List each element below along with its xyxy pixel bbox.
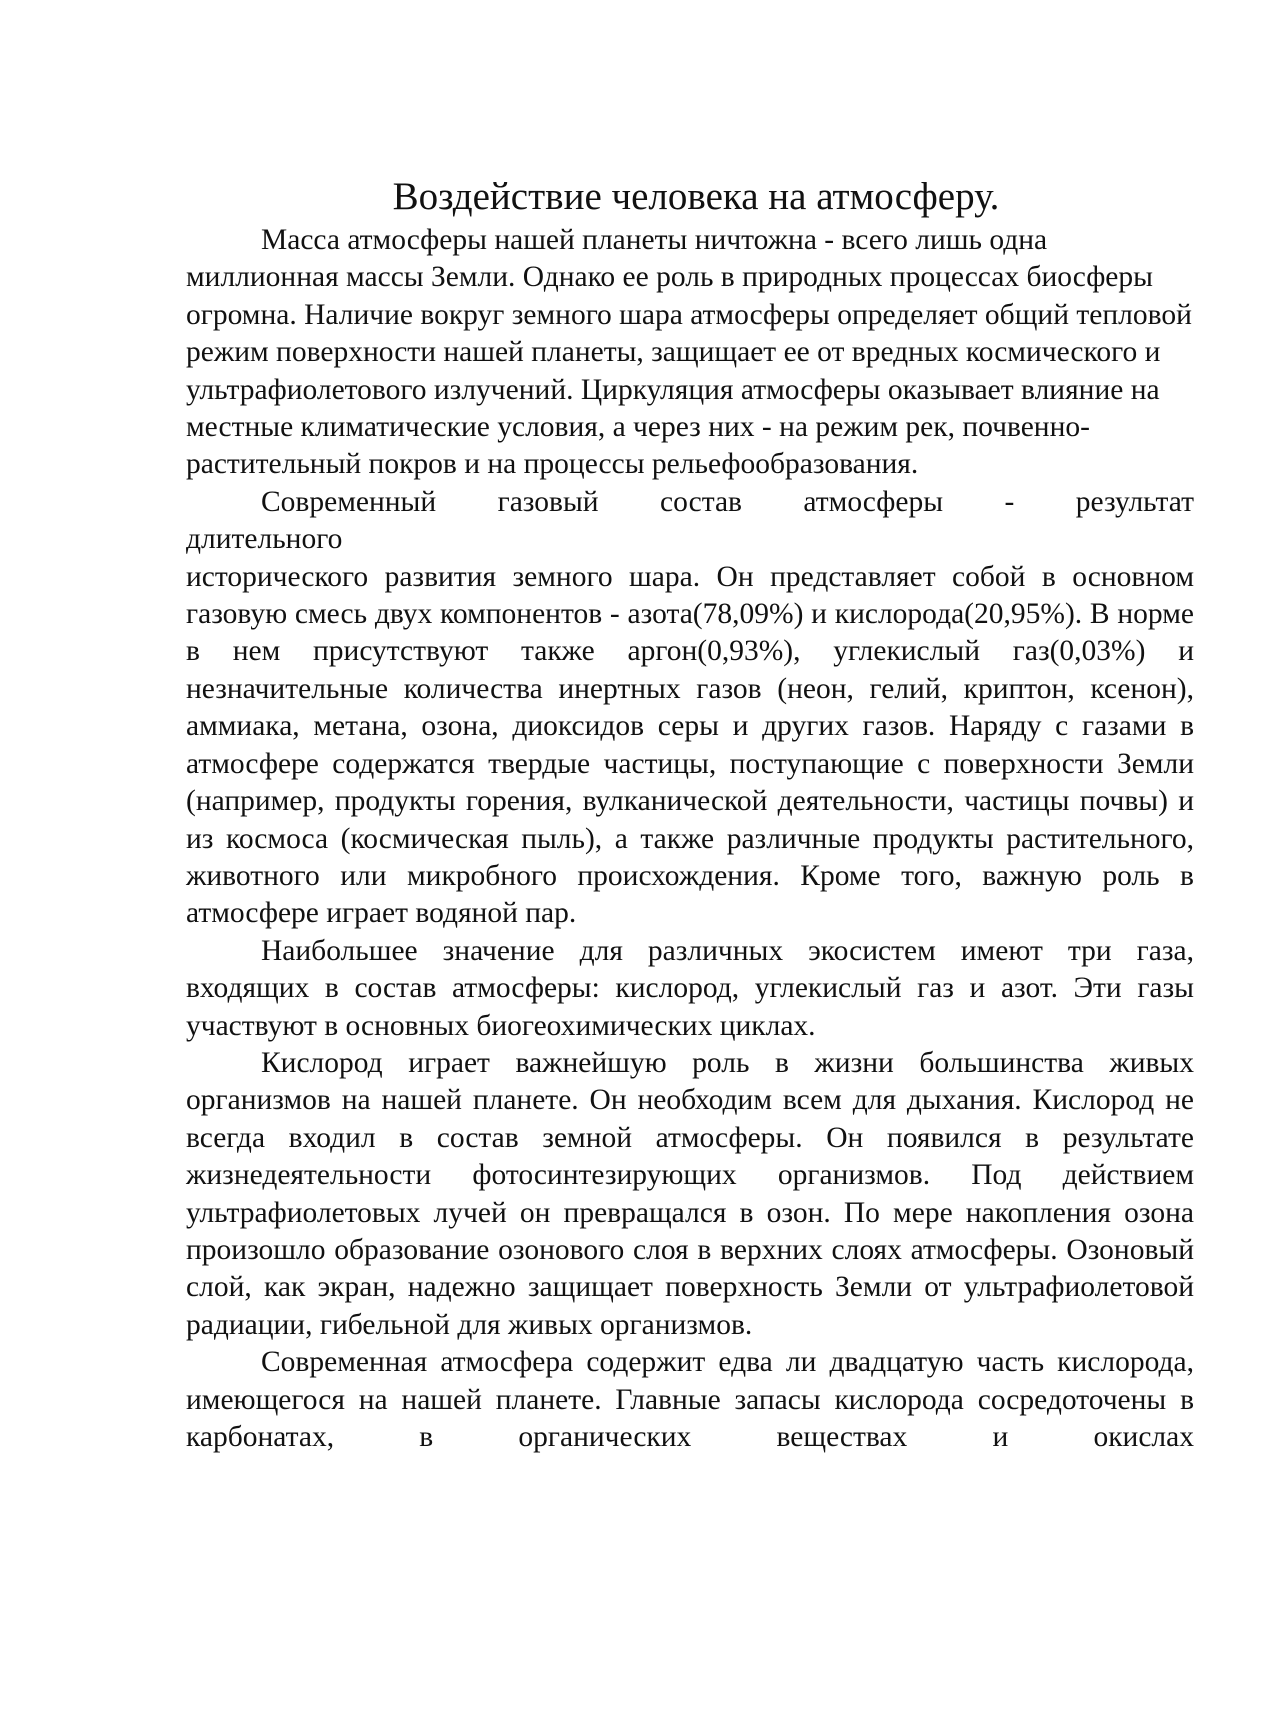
paragraph-oxygen-role: Кислород играет важнейшую роль в жизни большинства живых организмов на нашей планете. Он необходим всем для дыхания. Кислород не всегда входил в состав земной атмосферы. Он появился в результате жизнедеятельности фотосинтезирующих организмов. Под действием ультрафиолетовых лучей он превращался в озон. По мере накопления озона произошло образование озонового слоя в верхних слоях атмосферы. Озоновый слой, как экран, надежно защищает поверхность Земли от ультрафиолетовой радиации, гибельной для живых организмов. <box>186 1046 1194 1341</box>
paragraph-gas-composition <box>186 484 1194 933</box>
paragraph-gas-composition-first-line: Современный газовый состав атмосферы - результат <box>261 485 1194 518</box>
paragraph-atmosphere-mass: Масса атмосферы нашей планеты ничтожна - всего лишь одна миллионная массы Земли. Однако ее роль в природных процессах биосферы огромна. Наличие вокруг земного шара атмосферы определяет общий тепловой режим поверхности нашей планеты, защищает ее от вредных космического и ультрафиолетового излучений. Циркуляция атмосферы оказывает влияние на местные климатические условия, а через них - на режим рек, почвенно-растительный покров и на процессы рельефообразования. <box>186 224 1192 481</box>
paragraph-gas-composition-break-word: длительного <box>186 523 343 556</box>
paragraph-gas-composition-body: исторического развития земного шара. Он представляет собой в основном газовую смесь двух компонентов - азота(78,09%) и кислорода(20,95%). В норме в нем присутствуют также аргон(0,93%), углекислый газ(0,03%) и незначительные количества инертных газов (неон, гелий, криптон, ксенон), аммиака, метана, озона, диоксидов серы и других газов. Наряду с газами в атмосфере содержатся твердые частицы, поступающие с поверхности Земли (например, продукты горения, вулканической деятельности, частицы почвы) и из космоса (космическая пыль), а также различные продукты растительного, животного или микробного происхождения. Кроме того, важную роль в атмосфере играет водяной пар. <box>186 560 1194 930</box>
document-body <box>186 172 1194 1456</box>
document-title: Воздействие человека на атмосферу. <box>392 175 1000 218</box>
paragraph-oxygen-reserves: Современная атмосфера содержит едва ли двадцатую часть кислорода, имеющегося на нашей планете. Главные запасы кислорода сосредоточены в карбонатах, в органических веществах и окислах <box>186 1346 1194 1453</box>
paragraph-key-gases: Наибольшее значение для различных экосистем имеют три газа, входящих в состав атмосферы: кислород, углекислый газ и азот. Эти газы участвуют в основных биогеохимических циклах. <box>186 934 1194 1042</box>
